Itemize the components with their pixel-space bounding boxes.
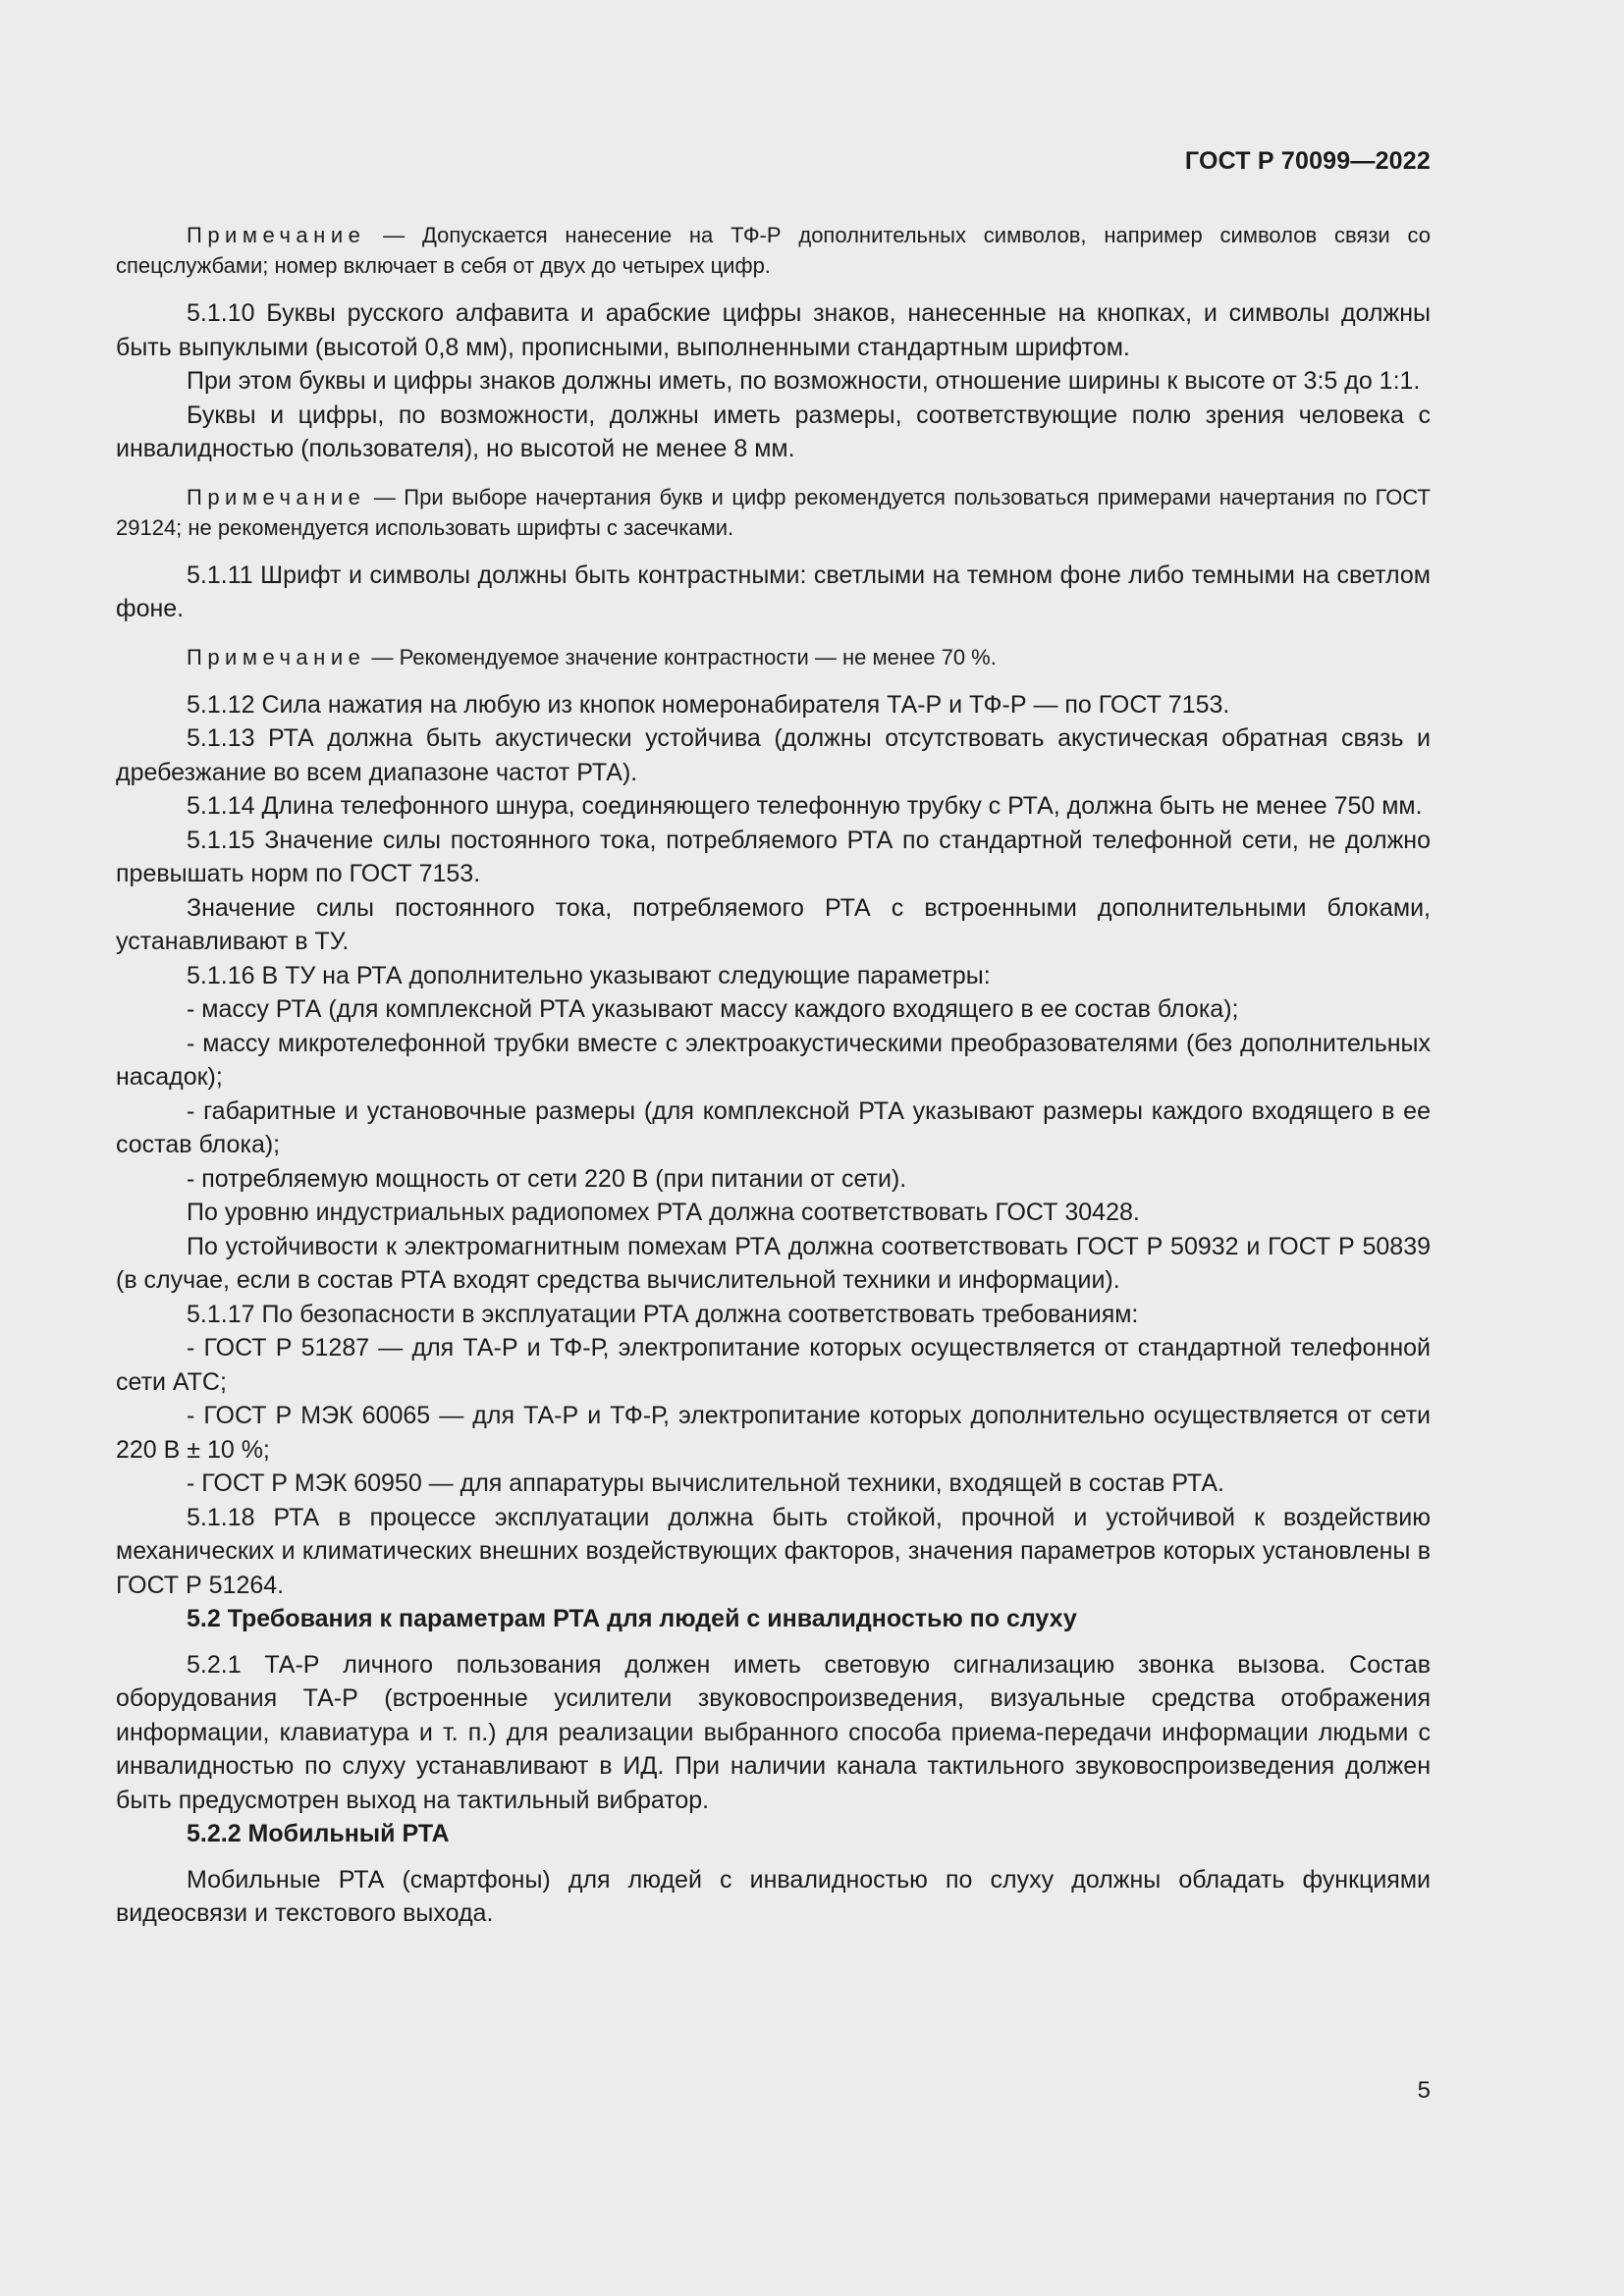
note-paragraph [116,482,1431,543]
paragraph-5-1-10: 5.1.10 Буквы русского алфавита и арабские цифры знаков, нанесенные на кнопках, и символы должны быть выпуклыми (высотой 0,8 мм), прописными, выполненными стандартным шрифтом. [116,299,1431,361]
section-heading-5-2-2: 5.2.2 Мобильный РТА [187,1820,450,1847]
note-label: Примечание [187,223,366,247]
list-item: - габаритные и установочные размеры (для комплексной РТА указывают размеры каждого входящего в ее состав блока); [116,1096,1431,1158]
list-item: - ГОСТ Р МЭК 60950 — для аппаратуры вычислительной техники, входящей в состав РТА. [187,1469,1224,1497]
section-heading-5-2: 5.2 Требования к параметрам РТА для людей с инвалидностью по слуху [187,1605,1077,1632]
document-body [116,220,1431,1931]
paragraph-5-1-16: 5.1.16 В ТУ на РТА дополнительно указывают следующие параметры: [187,961,991,989]
note-text: — Допускается нанесение на ТФ-Р дополнительных символов, например символов связи со спецслужбами; номер включает в себя от двух до четырех цифр. [116,223,1431,278]
paragraph-5-2-1: 5.2.1 ТА-Р личного пользования должен иметь световую сигнализацию звонка вызова. Состав оборудования ТА-Р (встроенные усилители звуковоспроизведения, визуальные средства отображения информации, клавиатура и т. п.) для реализации выбранного способа приема-передачи информации людьми с инвалидностью по слуху устанавливают в ИД. При наличии канала тактильного звуковоспроизведения должен быть предусмотрен выход на тактильный вибратор. [116,1650,1431,1814]
paragraph-5-1-14: 5.1.14 Длина телефонного шнура, соединяющего телефонную трубку с РТА, должна быть не менее 750 мм. [187,792,1423,820]
paragraph-5-1-12: 5.1.12 Сила нажатия на любую из кнопок номеронабирателя ТА-Р и ТФ-Р — по ГОСТ 7153. [187,690,1230,719]
note-text: — При выборе начертания букв и цифр рекомендуется пользоваться примерами начертания по ГОСТ 29124; не рекомендуется использовать шрифты с засечками. [116,484,1431,540]
list-item: - ГОСТ Р МЭК 60065 — для ТА-Р и ТФ-Р, электропитание которых дополнительно осуществляется от сети 220 В ± 10 %; [116,1402,1431,1464]
paragraph-5-1-17: 5.1.17 По безопасности в эксплуатации РТА должна соответствовать требованиям: [187,1300,1139,1328]
note-paragraph [116,220,1431,281]
list-item: - ГОСТ Р 51287 — для ТА-Р и ТФ-Р, электропитание которых осуществляется от стандартной телефонной сети АТС; [116,1334,1431,1396]
document-code-header: ГОСТ Р 70099—2022 [1184,147,1431,175]
paragraph: По уровню индустриальных радиопомех РТА должна соответствовать ГОСТ 30428. [187,1199,1140,1226]
paragraph-5-1-15: 5.1.15 Значение силы постоянного тока, потребляемого РТА по стандартной телефонной сети, не должно превышать норм по ГОСТ 7153. [116,826,1431,887]
paragraph: При этом буквы и цифры знаков должны иметь, по возможности, отношение ширины к высоте от 3:5 до 1:1. [187,367,1421,395]
list-item: - массу микротелефонной трубки вместе с электроакустическими преобразователями (без дополнительных насадок); [116,1029,1431,1091]
note-paragraph [116,642,1431,672]
list-item: - потребляемую мощность от сети 220 В (при питании от сети). [187,1164,907,1193]
paragraph: Значение силы постоянного тока, потребляемого РТА с встроенными дополнительными блоками, устанавливают в ТУ. [116,893,1431,955]
note-label: Примечание [187,484,366,509]
paragraph-5-1-18: 5.1.18 РТА в процессе эксплуатации должна быть стойкой, прочной и устойчивой к воздействию механических и климатических внешних воздействующих факторов, значения параметров которых установлены в ГОСТ Р 51264. [116,1503,1431,1599]
note-label: Примечание [187,644,366,669]
paragraph: Буквы и цифры, по возможности, должны иметь размеры, соответствующие полю зрения человека с инвалидностью (пользователя), но высотой не менее 8 мм. [116,400,1431,462]
paragraph: По устойчивости к электромагнитным помехам РТА должна соответствовать ГОСТ Р 50932 и ГОСТ Р 50839 (в случае, если в состав РТА входят средства вычислительной техники и информации). [116,1232,1431,1294]
list-item: - массу РТА (для комплексной РТА указывают массу каждого входящего в ее состав блока); [187,995,1239,1023]
note-text: — Рекомендуемое значение контрастности — не менее 70 %. [365,644,997,669]
paragraph-5-1-13: 5.1.13 РТА должна быть акустически устойчива (должны отсутствовать акустическая обратная связь и дребезжание во всем диапазоне частот РТА). [116,724,1431,786]
page-number: 5 [1417,2077,1431,2104]
paragraph: Мобильные РТА (смартфоны) для людей с инвалидностью по слуху должны обладать функциями видеосвязи и текстового выхода. [116,1865,1431,1927]
paragraph-5-1-11: 5.1.11 Шрифт и символы должны быть контрастными: светлыми на темном фоне либо темными на светлом фоне. [116,561,1431,622]
